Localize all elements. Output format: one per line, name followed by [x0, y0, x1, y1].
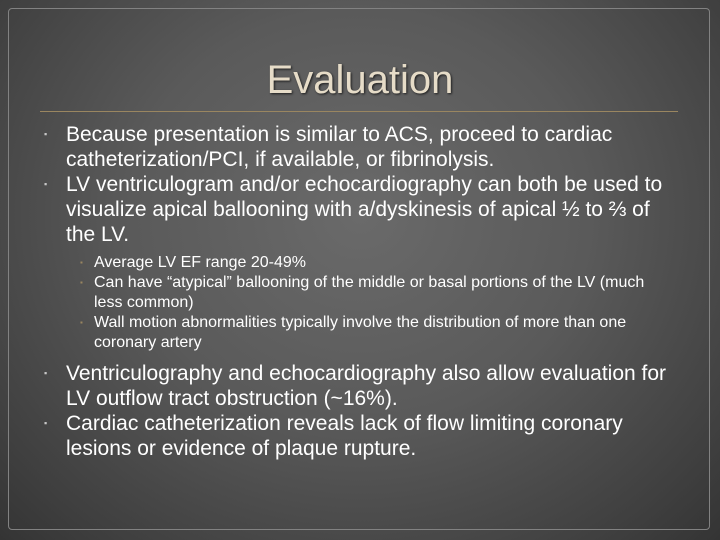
sub-bullet-text: Average LV EF range 20-49% [94, 254, 306, 271]
bullet-item [0, 411, 676, 461]
sub-bullet-icon: ▪ [80, 278, 83, 287]
bullet-icon: ▪ [44, 179, 48, 189]
sub-bullet-item [0, 313, 674, 353]
slide-title: Evaluation [266, 58, 454, 102]
bullet-text: Ventriculography and echocardiography also allow evaluation for LV outflow tract obstruction (~16%). [66, 362, 667, 410]
sub-bullet-text: Wall motion abnormalities typically involve the distribution of more than one coronary artery [94, 314, 627, 351]
slide-content [0, 122, 720, 461]
sub-bullet-item [0, 273, 674, 313]
bullet-item [0, 122, 676, 172]
title-divider [40, 111, 678, 112]
sub-bullet-item [0, 253, 674, 273]
bullet-item [0, 361, 676, 411]
sub-bullet-text: Can have “atypical” ballooning of the middle or basal portions of the LV (much less common) [94, 274, 645, 311]
sub-bullet-icon: ▪ [80, 258, 83, 267]
bullet-icon: ▪ [44, 368, 48, 378]
bullet-text: Because presentation is similar to ACS, proceed to cardiac catheterization/PCI, if available, or fibrinolysis. [66, 123, 613, 171]
bullet-icon: ▪ [44, 129, 48, 139]
bullet-item [0, 172, 676, 247]
bullet-text: LV ventriculogram and/or echocardiography can both be used to visualize apical ballooning with a/dyskinesis of apical ½ to ⅔ of the LV. [66, 173, 663, 246]
bullet-text: Cardiac catheterization reveals lack of flow limiting coronary lesions or evidence of plaque rupture. [66, 412, 623, 460]
bullet-icon: ▪ [44, 418, 48, 428]
sub-bullet-icon: ▪ [80, 318, 83, 327]
